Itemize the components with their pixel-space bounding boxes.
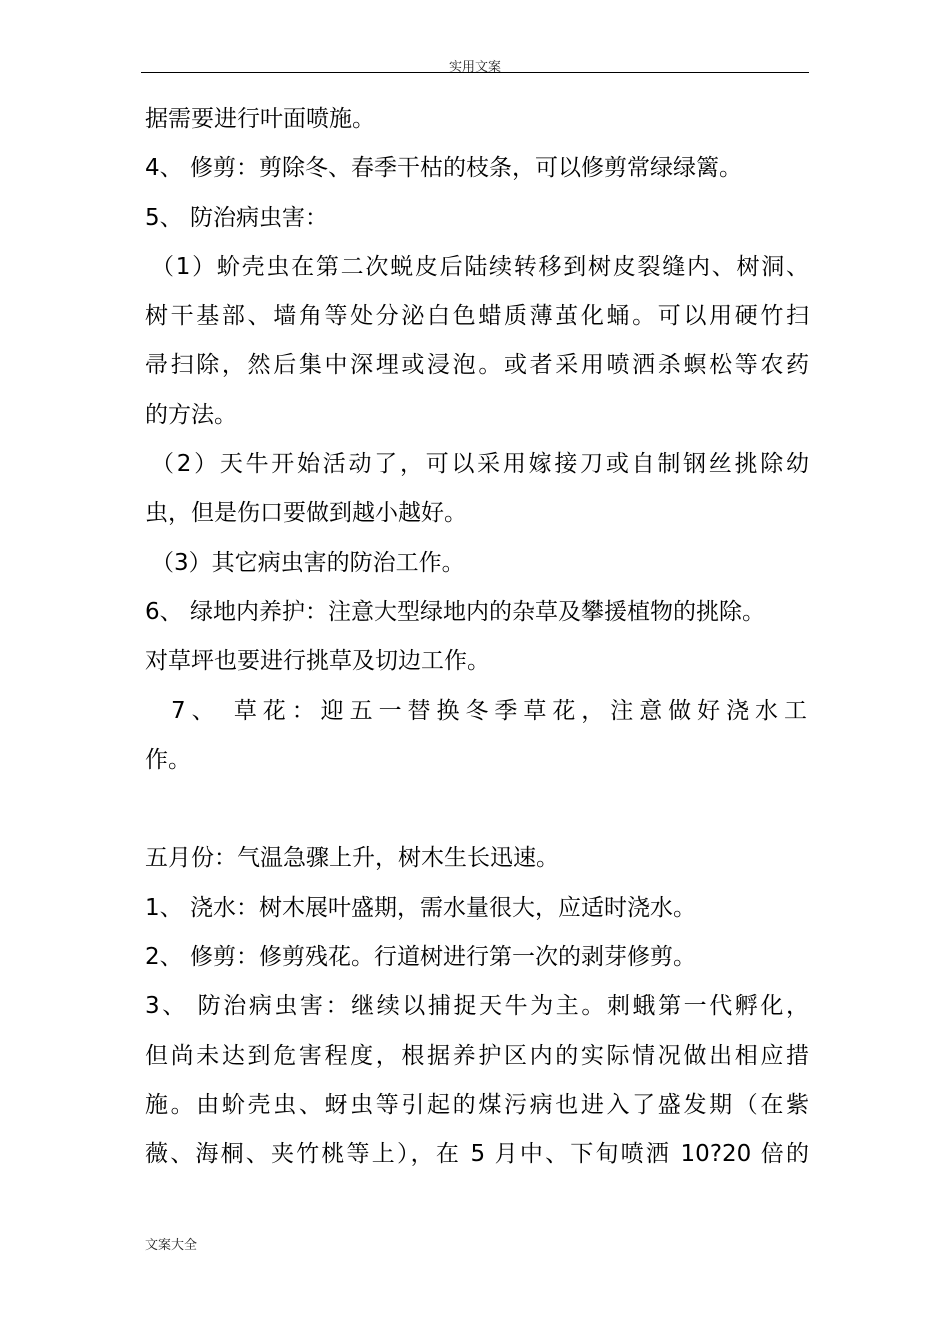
paragraph-line: 施。由蚧壳虫、蚜虫等引起的煤污病也进入了盛发期（在紫 (145, 1091, 809, 1118)
section-heading: 五月份：气温急骤上升，树木生长迅速。 (145, 845, 559, 872)
paragraph-line: （1）蚧壳虫在第二次蜕皮后陆续转移到树皮裂缝内、树洞、 (151, 253, 809, 280)
section-heading: 5、 防治病虫害： (145, 204, 328, 231)
paragraph-line: 薇、海桐、夹竹桃等上），在 5 月中、下旬喷洒 10?20 倍的 (145, 1141, 809, 1168)
paragraph-line: 树干基部、墙角等处分泌白色蜡质薄茧化蛹。可以用硬竹扫 (145, 303, 809, 330)
page-footer: 文案大全 (145, 1238, 198, 1253)
paragraph-line: 帚扫除，然后集中深埋或浸泡。或者采用喷洒杀螟松等农药 (145, 352, 809, 379)
paragraph-line: 对草坪也要进行挑草及切边工作。 (145, 648, 490, 675)
paragraph-line: （2）天牛开始活动了，可以采用嫁接刀或自制钢丝挑除幼 (151, 451, 809, 478)
paragraph-line: 1、 浇水：树木展叶盛期，需水量很大，应适时浇水。 (145, 894, 696, 921)
document-body (145, 95, 809, 1180)
paragraph-line: 虫，但是伤口要做到越小越好。 (145, 500, 467, 527)
paragraph-line: 7、 草花：迎五一替换冬季草花，注意做好浇水工 (171, 697, 809, 724)
paragraph-line: 2、 修剪：修剪残花。行道树进行第一次的剥芽修剪。 (145, 944, 696, 971)
page-header: 实用文案 (448, 60, 501, 75)
blank-line (145, 785, 809, 834)
paragraph-line: 6、 绿地内养护：注意大型绿地内的杂草及攀援植物的挑除。 (145, 598, 765, 625)
paragraph-line: 作。 (145, 746, 191, 773)
paragraph-line: 4、 修剪：剪除冬、春季干枯的枝条，可以修剪常绿绿篱。 (145, 155, 742, 182)
paragraph-line: 但尚未达到危害程度，根据养护区内的实际情况做出相应措 (145, 1042, 809, 1069)
header-divider (141, 72, 809, 73)
paragraph-line: 据需要进行叶面喷施。 (145, 106, 375, 132)
paragraph-line: 的方法。 (145, 401, 237, 428)
paragraph-line: 3、 防治病虫害：继续以捕捉天牛为主。刺蛾第一代孵化， (145, 993, 809, 1020)
paragraph-line: （3）其它病虫害的防治工作。 (151, 549, 465, 576)
